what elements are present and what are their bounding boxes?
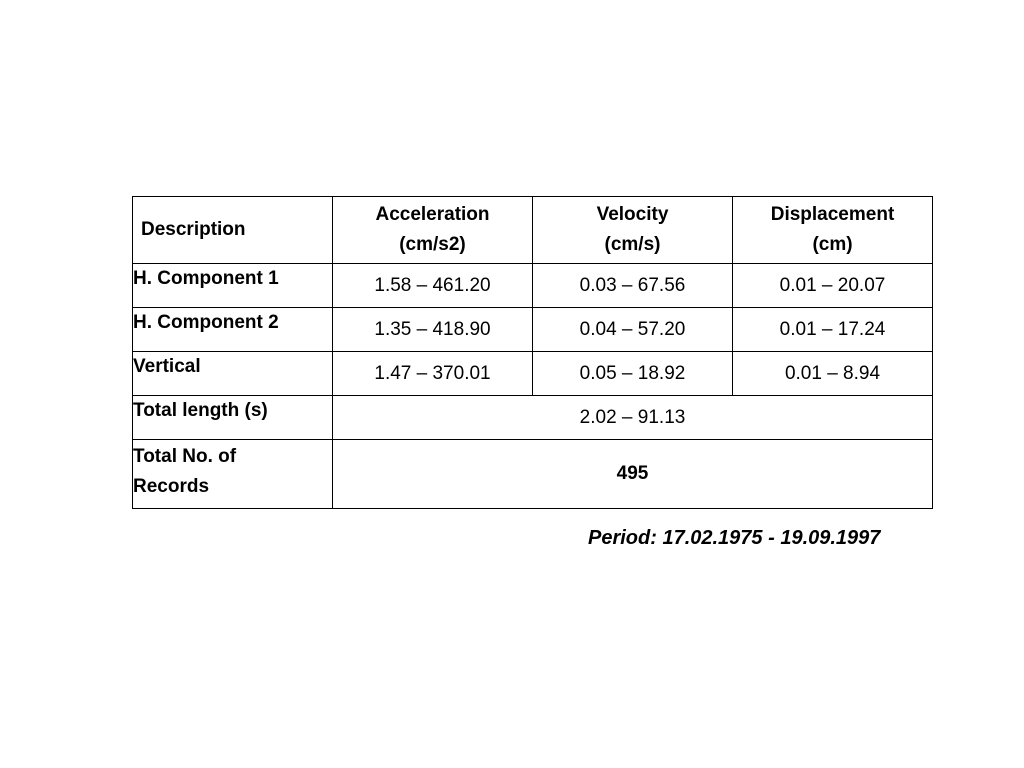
velocity-cell: 0.05 – 18.92 <box>533 352 733 396</box>
header-displacement-unit: (cm) <box>812 234 853 255</box>
row-label: Vertical <box>133 352 333 396</box>
table-row <box>133 308 933 352</box>
row-label: H. Component 2 <box>133 308 333 352</box>
header-velocity-unit: (cm/s) <box>604 234 661 255</box>
acceleration-cell: 1.47 – 370.01 <box>333 352 533 396</box>
total-records-row <box>133 440 933 509</box>
total-records-label <box>133 440 333 509</box>
records-summary-table <box>132 196 933 509</box>
header-velocity-title: Velocity <box>596 204 669 225</box>
acceleration-cell: 1.58 – 461.20 <box>333 264 533 308</box>
header-row <box>133 197 933 264</box>
header-acceleration <box>333 197 533 264</box>
total-length-row <box>133 396 933 440</box>
period-note: Period: 17.02.1975 - 19.09.1997 <box>588 527 881 549</box>
total-records-label-line2: Records <box>133 476 210 497</box>
total-length-label: Total length (s) <box>133 396 333 440</box>
displacement-cell: 0.01 – 17.24 <box>733 308 933 352</box>
velocity-cell: 0.03 – 67.56 <box>533 264 733 308</box>
table-row <box>133 352 933 396</box>
header-acceleration-unit: (cm/s2) <box>399 234 466 255</box>
total-records-label-line1: Total No. of <box>133 446 237 467</box>
total-length-value: 2.02 – 91.13 <box>333 396 933 440</box>
row-label: H. Component 1 <box>133 264 333 308</box>
total-records-value: 495 <box>333 440 933 509</box>
header-acceleration-title: Acceleration <box>375 204 490 225</box>
table-row <box>133 264 933 308</box>
acceleration-cell: 1.35 – 418.90 <box>333 308 533 352</box>
header-displacement <box>733 197 933 264</box>
header-velocity <box>533 197 733 264</box>
displacement-cell: 0.01 – 20.07 <box>733 264 933 308</box>
velocity-cell: 0.04 – 57.20 <box>533 308 733 352</box>
displacement-cell: 0.01 – 8.94 <box>733 352 933 396</box>
header-description: Description <box>133 197 333 264</box>
header-displacement-title: Displacement <box>770 204 895 225</box>
